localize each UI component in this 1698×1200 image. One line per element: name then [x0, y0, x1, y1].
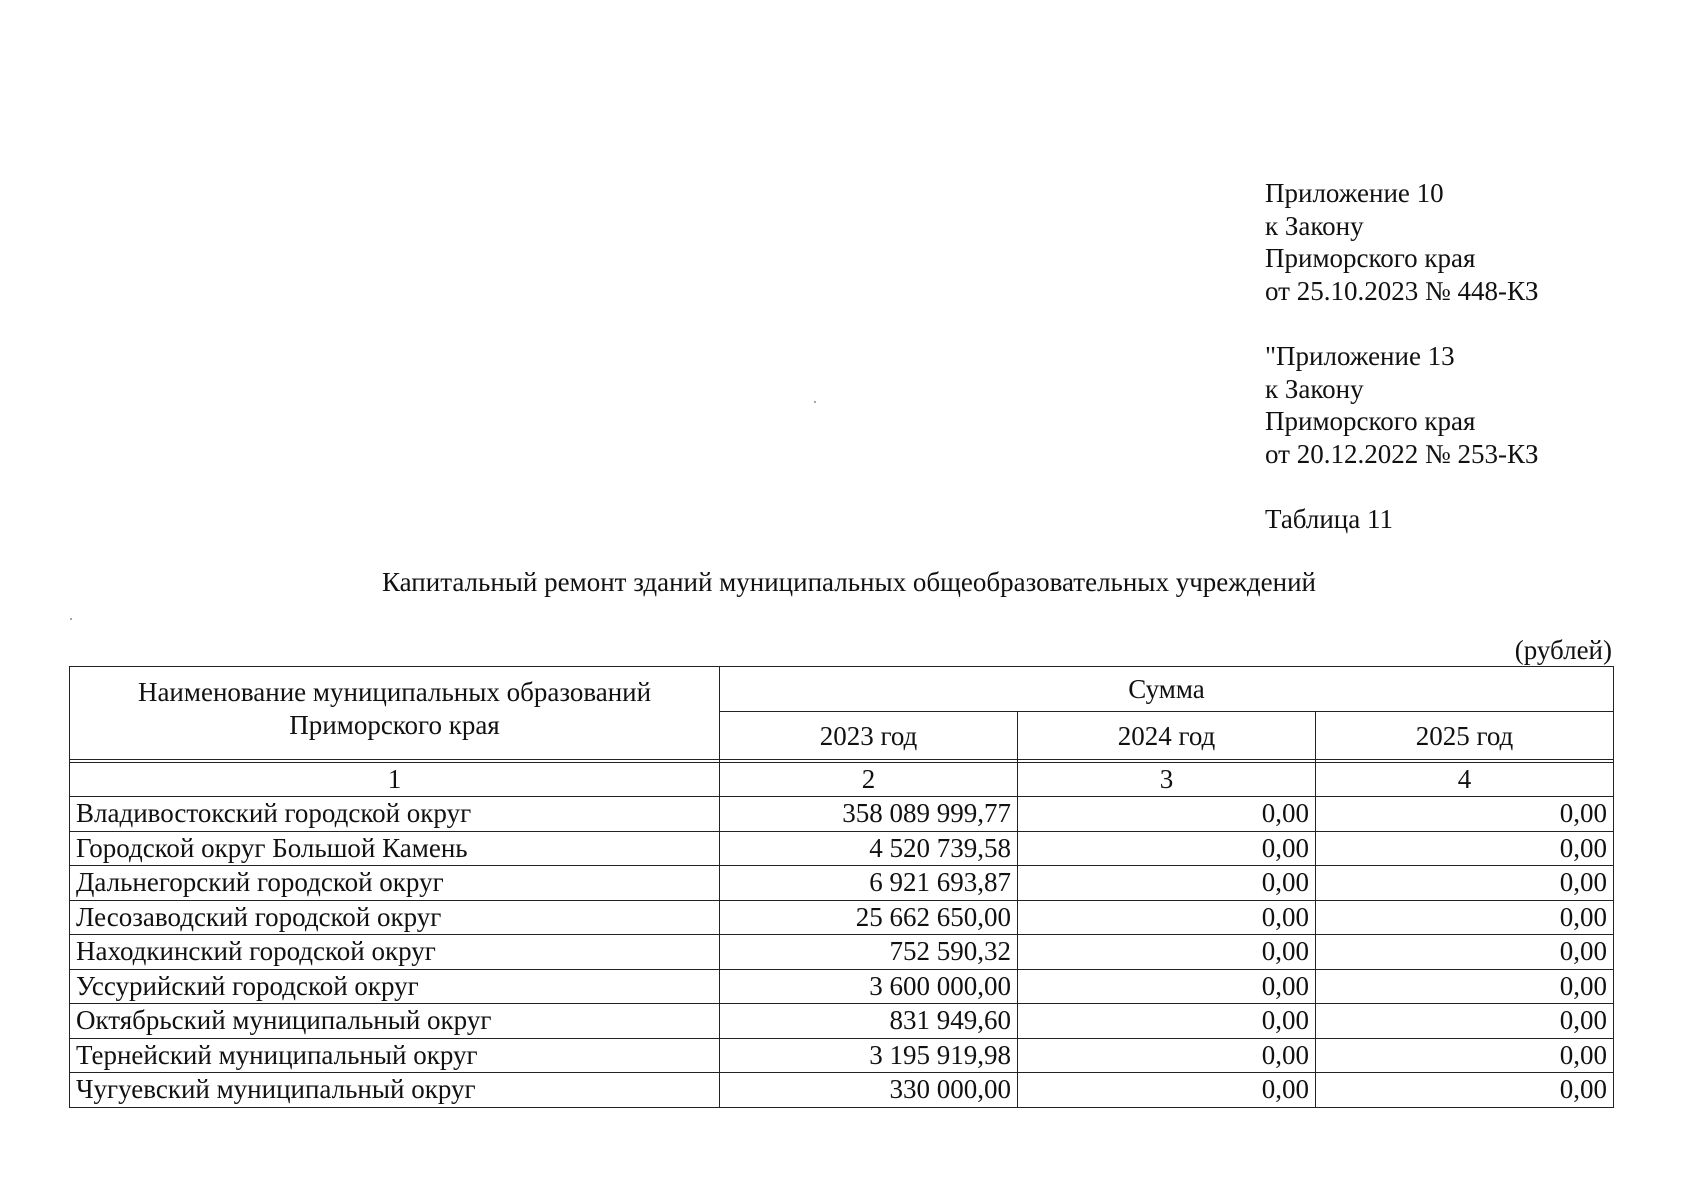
amount-2025: 0,00: [1316, 866, 1614, 901]
header-municipality-line2: Приморского края: [289, 710, 500, 740]
amount-2025: 0,00: [1316, 1073, 1614, 1108]
amount-2023: 831 949,60: [720, 1004, 1018, 1039]
municipality-name: Владивостокский городской округ: [70, 797, 720, 832]
table-header-row: [70, 667, 1614, 712]
amount-2024: 0,00: [1018, 900, 1316, 935]
amount-2024: 0,00: [1018, 831, 1316, 866]
amount-2025: 0,00: [1316, 1004, 1614, 1039]
appendix-line: от 25.10.2023 № 448-КЗ: [1265, 275, 1539, 306]
table-row: [70, 797, 1614, 832]
amount-2023: 358 089 999,77: [720, 797, 1018, 832]
amount-2023: 330 000,00: [720, 1073, 1018, 1108]
scan-speck: [70, 618, 72, 620]
appendix-line: Приморского края: [1265, 406, 1476, 436]
appendix-line: к Закону: [1265, 210, 1364, 241]
column-number-row: [70, 763, 1614, 797]
table-row: [70, 969, 1614, 1004]
amount-2023: 25 662 650,00: [720, 900, 1018, 935]
amount-2024: 0,00: [1018, 797, 1316, 832]
table-row: [70, 1004, 1614, 1039]
amount-2023: 4 520 739,58: [720, 831, 1018, 866]
municipality-name: Находкинский городской округ: [70, 935, 720, 970]
table-row: [70, 935, 1614, 970]
municipality-name: Чугуевский муниципальный округ: [70, 1073, 720, 1108]
header-year-2024: 2024 год: [1018, 712, 1316, 760]
column-number: 3: [1018, 763, 1316, 797]
appendix-line: Приморского края: [1265, 243, 1476, 273]
scan-speck: [814, 401, 816, 403]
amount-2023: 3 600 000,00: [720, 969, 1018, 1004]
column-number: 4: [1316, 763, 1614, 797]
amount-2025: 0,00: [1316, 935, 1614, 970]
appendix-reference-amended: [1265, 340, 1538, 470]
amount-2023: 6 921 693,87: [720, 866, 1018, 901]
header-municipality: [70, 667, 720, 760]
appendix-line: "Приложение 13: [1265, 341, 1455, 371]
amount-2023: 3 195 919,98: [720, 1038, 1018, 1073]
amount-2025: 0,00: [1316, 1038, 1614, 1073]
municipality-name: Уссурийский городской округ: [70, 969, 720, 1004]
amount-2024: 0,00: [1018, 969, 1316, 1004]
amount-2023: 752 590,32: [720, 935, 1018, 970]
budget-table: [69, 666, 1614, 1108]
appendix-reference-current: [1265, 177, 1538, 307]
appendix-line: Приложение 10: [1265, 178, 1444, 208]
amount-2024: 0,00: [1018, 866, 1316, 901]
amount-2025: 0,00: [1316, 900, 1614, 935]
appendix-line: от 20.12.2022 № 253-КЗ: [1265, 438, 1539, 469]
amount-2025: 0,00: [1316, 831, 1614, 866]
amount-2025: 0,00: [1316, 797, 1614, 832]
municipality-name: Лесозаводский городской округ: [70, 900, 720, 935]
municipality-name: Октябрьский муниципальный округ: [70, 1004, 720, 1039]
appendix-line: к Закону: [1265, 373, 1364, 404]
table-row: [70, 831, 1614, 866]
municipality-name: Дальнегорский городской округ: [70, 866, 720, 901]
table-row: [70, 1038, 1614, 1073]
table-number: Таблица 11: [1265, 504, 1393, 534]
amount-2025: 0,00: [1316, 969, 1614, 1004]
amount-2024: 0,00: [1018, 1004, 1316, 1039]
amount-2024: 0,00: [1018, 935, 1316, 970]
municipality-name: Тернейский муниципальный округ: [70, 1038, 720, 1073]
table-row: [70, 900, 1614, 935]
header-year-2023: 2023 год: [720, 712, 1018, 760]
header-sum: Сумма: [720, 667, 1614, 712]
table-row: [70, 1073, 1614, 1108]
amount-2024: 0,00: [1018, 1038, 1316, 1073]
document-title: Капитальный ремонт зданий муниципальных общеобразовательных учреждений: [382, 567, 1316, 597]
header-municipality-line1: Наименование муниципальных образований: [137, 677, 652, 707]
municipality-name: Городской округ Большой Камень: [70, 831, 720, 866]
column-number: 2: [720, 763, 1018, 797]
column-number: 1: [70, 763, 720, 797]
units-label: (рублей): [1514, 635, 1612, 665]
amount-2024: 0,00: [1018, 1073, 1316, 1108]
header-year-2025: 2025 год: [1316, 712, 1614, 760]
table-row: [70, 866, 1614, 901]
